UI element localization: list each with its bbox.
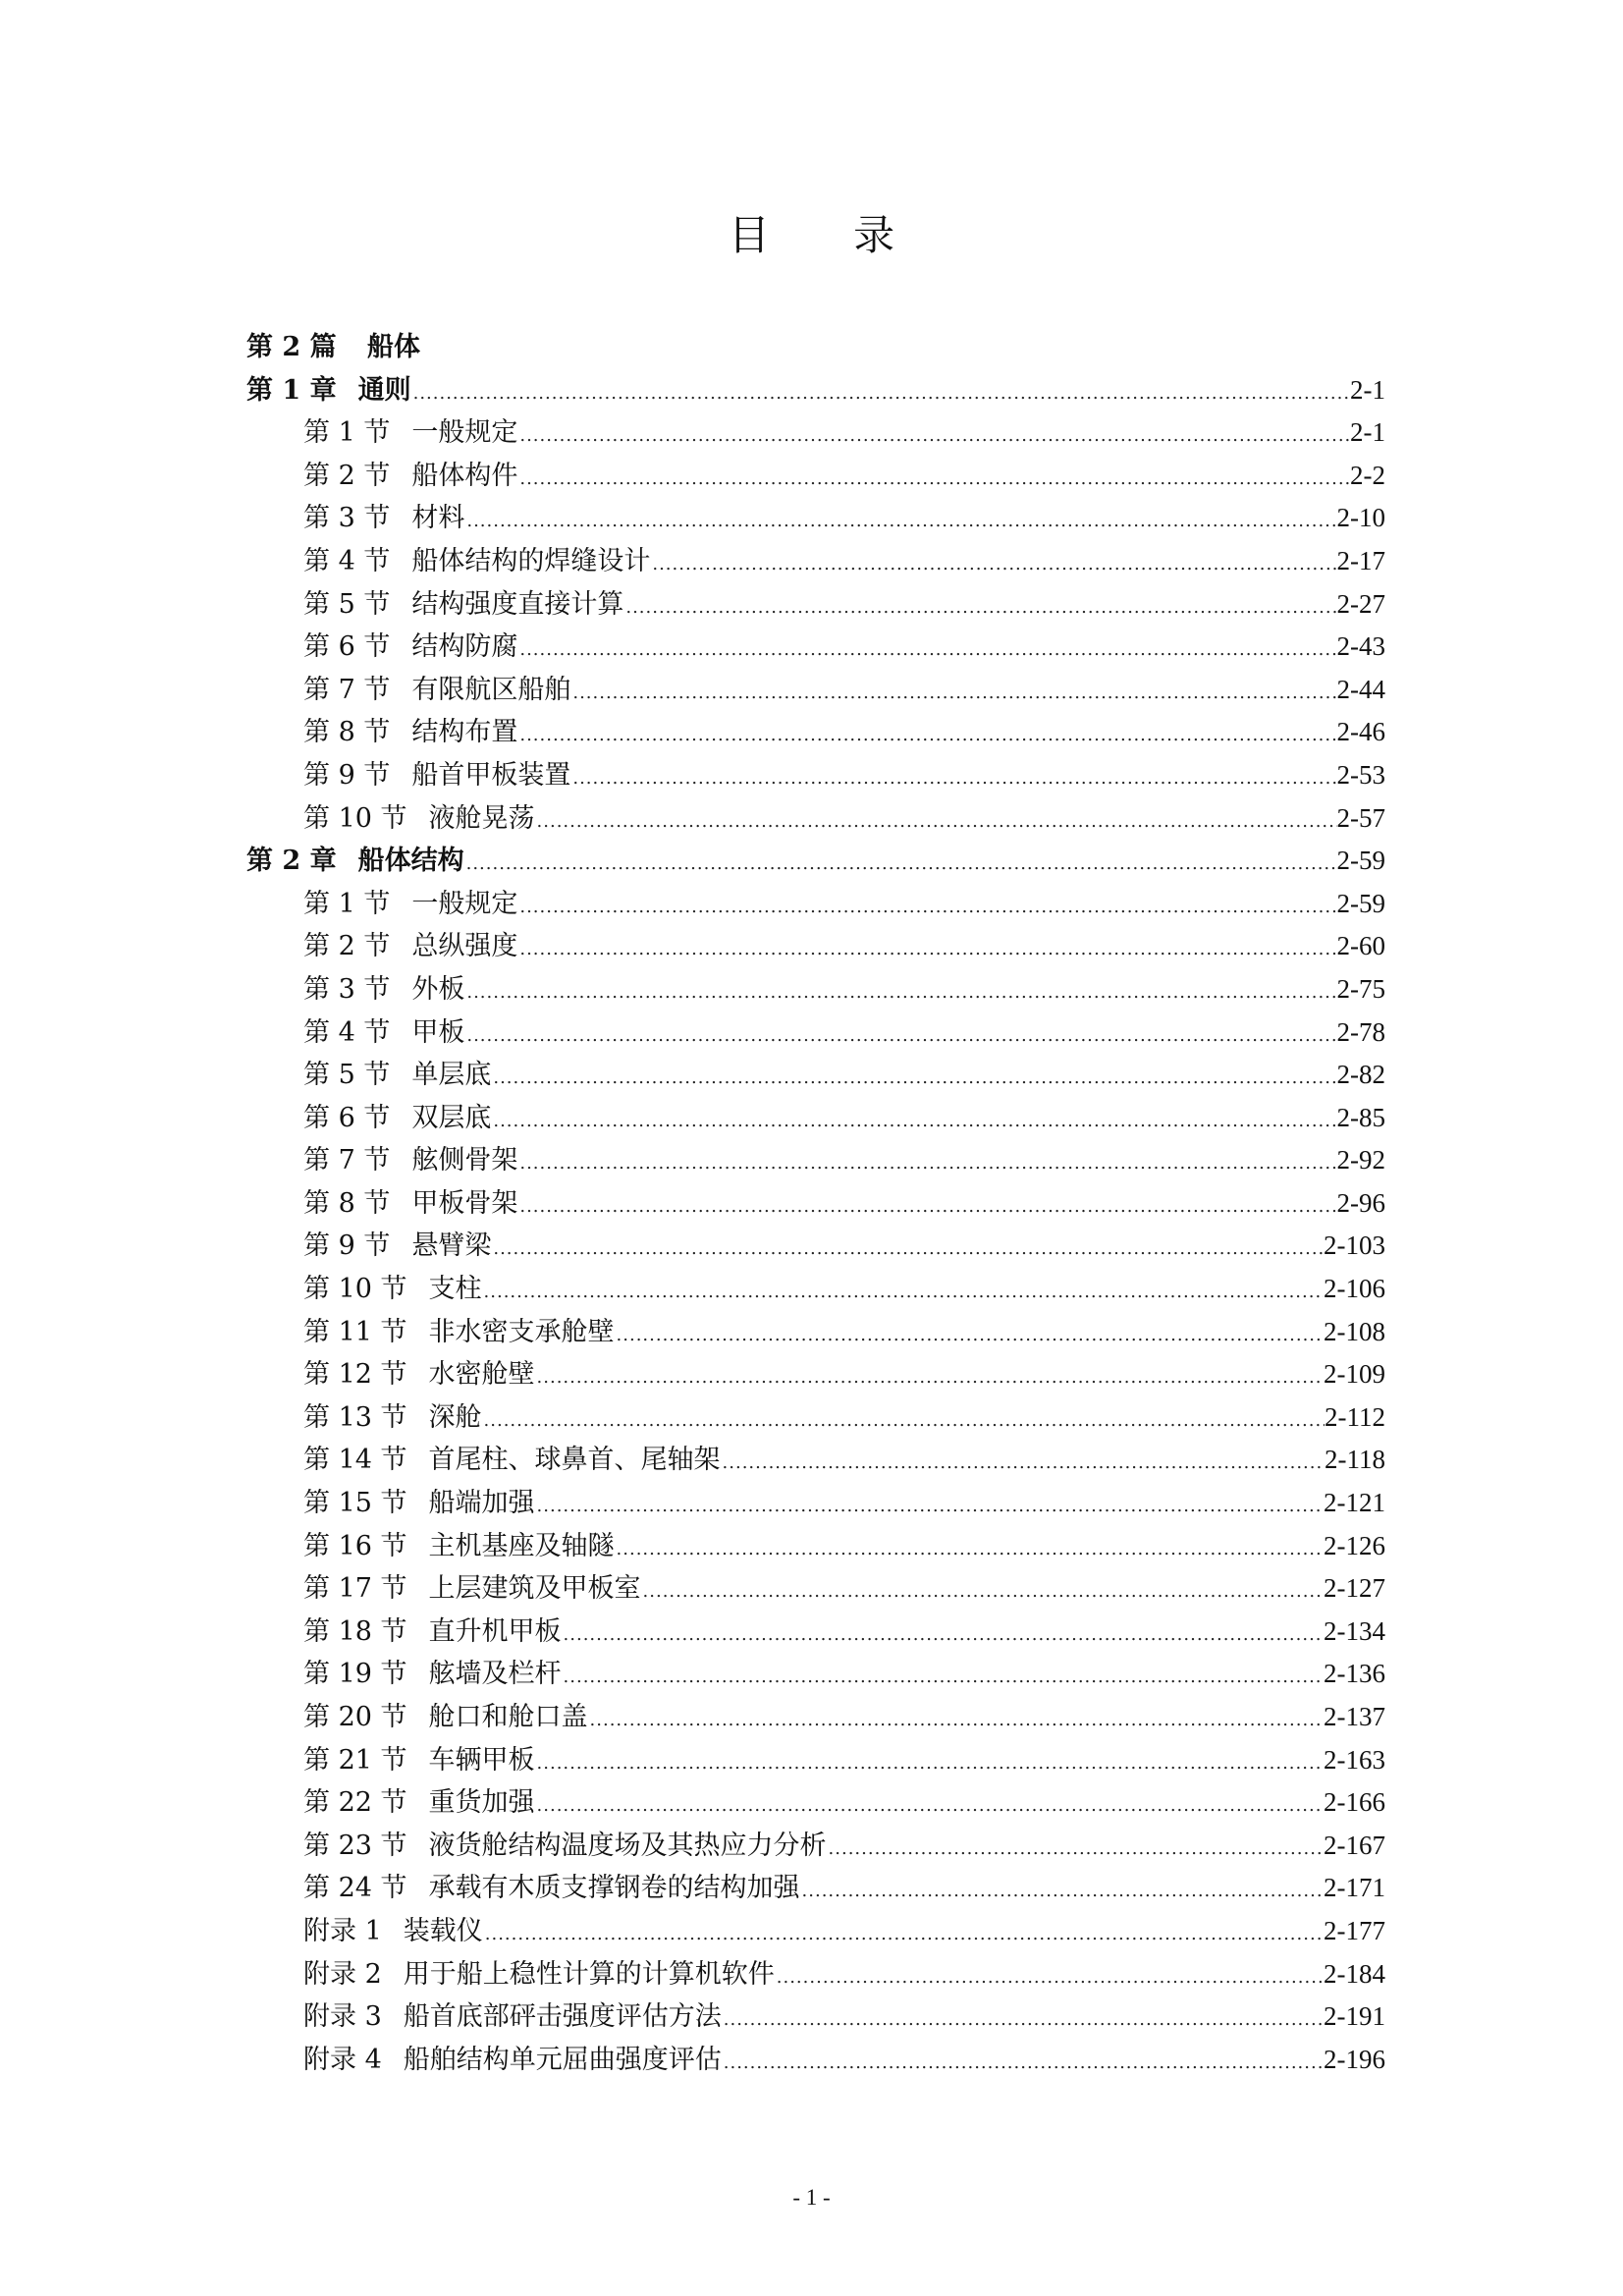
toc-leader-dots bbox=[482, 1271, 1324, 1311]
toc-entry-page: 2-75 bbox=[1336, 973, 1385, 1004]
page-number: - 1 - bbox=[792, 2185, 831, 2210]
toc-section-row[interactable] bbox=[246, 669, 1385, 712]
toc-entry-number: 第 22 节 bbox=[303, 1787, 407, 1819]
toc-entry-title: 悬臂梁 bbox=[411, 1230, 492, 1262]
toc-entry-number: 第 1 节 bbox=[303, 417, 391, 449]
toc-entry-title: 船体构件 bbox=[411, 460, 518, 491]
toc-leader-dots bbox=[517, 458, 1350, 498]
toc-entry-page: 2-59 bbox=[1336, 888, 1385, 918]
toc-entry-title: 船舶结构单元屈曲强度评估 bbox=[403, 2044, 722, 2075]
toc-leader-dots bbox=[650, 543, 1336, 583]
toc-entries bbox=[246, 369, 1385, 2082]
toc-leader-dots bbox=[517, 928, 1336, 968]
toc-entry-title: 通则 bbox=[357, 374, 411, 406]
toc-section-row[interactable] bbox=[246, 411, 1385, 455]
toc-entry-title: 主机基座及轴隧 bbox=[428, 1530, 615, 1561]
toc-section-row[interactable] bbox=[246, 1011, 1385, 1055]
toc-leader-dots bbox=[464, 843, 1337, 883]
toc-entry-number: 第 9 节 bbox=[303, 1230, 391, 1262]
toc-entry-page: 2-60 bbox=[1336, 931, 1385, 961]
toc-leader-dots bbox=[482, 1399, 1325, 1440]
toc-entry-page: 2-163 bbox=[1324, 1744, 1385, 1775]
toc-section-row[interactable] bbox=[246, 2039, 1385, 2082]
toc-leader-dots bbox=[535, 1356, 1324, 1396]
toc-section-row[interactable] bbox=[246, 1097, 1385, 1140]
toc-leader-dots bbox=[517, 1185, 1336, 1226]
toc-entry-title: 直升机甲板 bbox=[428, 1615, 562, 1647]
toc-entry-number: 第 15 节 bbox=[303, 1488, 407, 1519]
toc-entry-number: 第 2 节 bbox=[303, 460, 391, 491]
toc-entry-title: 双层底 bbox=[411, 1102, 492, 1133]
toc-entry-title: 外板 bbox=[411, 973, 465, 1005]
toc-entry-page: 2-53 bbox=[1336, 759, 1385, 790]
toc-entry-page: 2-59 bbox=[1336, 846, 1385, 876]
toc-leader-dots bbox=[562, 1613, 1324, 1654]
toc-leader-dots bbox=[570, 672, 1336, 712]
toc-section-row[interactable] bbox=[246, 1396, 1385, 1440]
toc-section-row[interactable] bbox=[246, 883, 1385, 926]
toc-leader-dots bbox=[535, 1784, 1324, 1825]
toc-entry-number: 第 8 节 bbox=[303, 1187, 391, 1219]
toc-entry-title: 舱口和舱口盖 bbox=[428, 1702, 588, 1732]
toc-leader-dots bbox=[775, 1956, 1324, 1996]
toc-entry-title: 液舱晃荡 bbox=[428, 802, 535, 834]
toc-entry-number: 第 21 节 bbox=[303, 1744, 407, 1776]
toc-entry-number: 第 24 节 bbox=[303, 1873, 407, 1904]
toc-entry-title: 船端加强 bbox=[428, 1488, 535, 1519]
toc-entry-page: 2-126 bbox=[1324, 1530, 1385, 1560]
toc-entry-title: 总纵强度 bbox=[411, 931, 518, 962]
toc-entry-title: 材料 bbox=[411, 503, 465, 534]
toc-section-row[interactable] bbox=[246, 1867, 1385, 1910]
toc-section-row[interactable] bbox=[246, 1139, 1385, 1182]
toc-entry-number: 第 3 节 bbox=[303, 973, 391, 1005]
toc-entry-number: 第 16 节 bbox=[303, 1530, 407, 1561]
toc-leader-dots bbox=[491, 1057, 1336, 1097]
toc-entry-title: 舷墙及栏杆 bbox=[428, 1659, 562, 1690]
toc-entry-number: 第 1 章 bbox=[246, 374, 337, 406]
toc-entry-title: 支柱 bbox=[428, 1274, 482, 1305]
toc-section-row[interactable] bbox=[246, 1781, 1385, 1825]
toc-entry-title: 用于船上稳性计算的计算机软件 bbox=[403, 1958, 775, 1990]
toc-entry-page: 2-127 bbox=[1324, 1573, 1385, 1604]
toc-section-row[interactable] bbox=[246, 626, 1385, 669]
toc-entry-title: 车辆甲板 bbox=[428, 1744, 535, 1776]
toc-entry-title: 船首甲板装置 bbox=[411, 759, 571, 791]
toc-entry-title: 一般规定 bbox=[411, 888, 518, 919]
toc-section-row[interactable] bbox=[246, 1910, 1385, 1953]
toc-entry-page: 2-171 bbox=[1324, 1873, 1385, 1903]
toc-leader-dots bbox=[491, 1100, 1336, 1140]
toc-entry-title: 水密舱壁 bbox=[428, 1359, 535, 1391]
toc-section-row[interactable] bbox=[246, 1825, 1385, 1868]
page-title: 目 录 bbox=[728, 211, 931, 259]
toc-chapter-row[interactable] bbox=[246, 369, 1385, 412]
toc-entry-page: 2-103 bbox=[1324, 1230, 1385, 1261]
toc-entry-title: 上层建筑及甲板室 bbox=[428, 1573, 641, 1605]
toc-entry-page: 2-121 bbox=[1324, 1488, 1385, 1518]
toc-entry-title: 首尾柱、球鼻首、尾轴架 bbox=[428, 1445, 721, 1476]
toc-section-row[interactable] bbox=[246, 583, 1385, 627]
toc-entry-page: 2-27 bbox=[1336, 588, 1385, 619]
toc-section-row[interactable] bbox=[246, 455, 1385, 498]
toc-section-row[interactable] bbox=[246, 1696, 1385, 1739]
toc-leader-dots bbox=[464, 971, 1336, 1011]
toc-section-row[interactable] bbox=[246, 1567, 1385, 1611]
toc-entry-title: 甲板骨架 bbox=[411, 1187, 518, 1219]
toc-section-row[interactable] bbox=[246, 1311, 1385, 1354]
toc-entry-title: 重货加强 bbox=[428, 1787, 535, 1819]
toc-entry-page: 2-137 bbox=[1324, 1702, 1385, 1731]
toc-entry-number: 第 14 节 bbox=[303, 1445, 407, 1476]
toc-entry-title: 船体结构的焊缝设计 bbox=[411, 545, 651, 576]
toc-section-row[interactable] bbox=[246, 1995, 1385, 2039]
toc-entry-number: 附录 2 bbox=[303, 1958, 382, 1990]
toc-section-row[interactable] bbox=[246, 1225, 1385, 1268]
toc-entry-page: 2-82 bbox=[1336, 1060, 1385, 1090]
toc-entry-page: 2-1 bbox=[1350, 374, 1385, 405]
toc-entry-page: 2-44 bbox=[1336, 674, 1385, 704]
toc-leader-dots bbox=[570, 757, 1336, 797]
toc-leader-dots bbox=[623, 586, 1336, 627]
toc-section-row[interactable] bbox=[246, 797, 1385, 841]
toc-entry-page: 2-136 bbox=[1324, 1659, 1385, 1689]
toc-entry-page: 2-1 bbox=[1350, 417, 1385, 448]
toc-entry-page: 2-167 bbox=[1324, 1830, 1385, 1860]
toc-entry-title: 结构防腐 bbox=[411, 631, 518, 663]
toc-leader-dots bbox=[491, 1228, 1324, 1268]
toc-entry-page: 2-85 bbox=[1336, 1102, 1385, 1132]
toc-entry-number: 第 5 节 bbox=[303, 1060, 391, 1091]
toc-leader-dots bbox=[722, 1998, 1324, 2039]
toc-entry-page: 2-96 bbox=[1336, 1187, 1385, 1218]
toc-entry-number: 第 5 节 bbox=[303, 588, 391, 620]
toc-entry-title: 舷侧骨架 bbox=[411, 1145, 518, 1176]
toc-leader-dots bbox=[615, 1314, 1324, 1354]
toc-entry-number: 第 13 节 bbox=[303, 1401, 407, 1433]
toc-leader-dots bbox=[641, 1570, 1324, 1611]
toc-entry-number: 第 19 节 bbox=[303, 1659, 407, 1690]
toc-entry-page: 2-46 bbox=[1336, 717, 1385, 747]
toc-leader-dots bbox=[535, 800, 1337, 841]
toc-section-row[interactable] bbox=[246, 754, 1385, 797]
toc-leader-dots bbox=[588, 1699, 1324, 1739]
toc-leader-dots bbox=[562, 1656, 1324, 1696]
toc-entry-number: 第 9 节 bbox=[303, 759, 391, 791]
toc-entry-title: 承载有木质支撑钢卷的结构加强 bbox=[428, 1873, 800, 1904]
toc-entry-page: 2-109 bbox=[1324, 1359, 1385, 1390]
toc-entry-page: 2-166 bbox=[1324, 1787, 1385, 1818]
toc-section-row[interactable] bbox=[246, 1054, 1385, 1097]
toc-entry-number: 第 23 节 bbox=[303, 1830, 407, 1861]
part-heading bbox=[246, 326, 1385, 369]
toc-leader-dots bbox=[517, 1142, 1336, 1182]
toc-entry-number: 第 20 节 bbox=[303, 1702, 407, 1732]
toc-entry-title: 单层底 bbox=[411, 1060, 492, 1091]
toc-entry-number: 第 2 章 bbox=[246, 846, 337, 877]
toc-leader-dots bbox=[721, 1442, 1325, 1482]
toc-entry-number: 第 2 节 bbox=[303, 931, 391, 962]
table-of-contents bbox=[246, 326, 1385, 2081]
toc-entry-title: 一般规定 bbox=[411, 417, 518, 449]
toc-section-row[interactable] bbox=[246, 925, 1385, 968]
toc-leader-dots bbox=[827, 1828, 1324, 1868]
toc-entry-page: 2-57 bbox=[1336, 802, 1385, 833]
toc-entry-number: 第 1 节 bbox=[303, 888, 391, 919]
toc-entry-page: 2-177 bbox=[1324, 1915, 1385, 1945]
part-number: 第 2 篇 bbox=[246, 332, 337, 362]
toc-entry-title: 结构布置 bbox=[411, 717, 518, 748]
toc-entry-title: 甲板 bbox=[411, 1016, 465, 1048]
toc-entry-number: 第 12 节 bbox=[303, 1359, 407, 1391]
toc-leader-dots bbox=[517, 714, 1336, 754]
toc-section-row[interactable] bbox=[246, 968, 1385, 1011]
toc-entry-page: 2-43 bbox=[1336, 631, 1385, 662]
toc-entry-title: 非水密支承舱壁 bbox=[428, 1316, 615, 1347]
toc-section-row[interactable] bbox=[246, 1953, 1385, 1996]
toc-entry-number: 附录 4 bbox=[303, 2044, 382, 2075]
toc-section-row[interactable] bbox=[246, 1439, 1385, 1482]
toc-leader-dots bbox=[517, 414, 1350, 455]
toc-section-row[interactable] bbox=[246, 1525, 1385, 1568]
toc-entry-page: 2-134 bbox=[1324, 1615, 1385, 1646]
toc-entry-number: 第 11 节 bbox=[303, 1316, 407, 1347]
toc-chapter-row[interactable] bbox=[246, 840, 1385, 883]
toc-section-row[interactable] bbox=[246, 1182, 1385, 1226]
toc-entry-number: 第 10 节 bbox=[303, 802, 407, 834]
toc-entry-page: 2-2 bbox=[1350, 460, 1385, 490]
toc-entry-page: 2-196 bbox=[1324, 2044, 1385, 2074]
toc-leader-dots bbox=[517, 629, 1336, 669]
toc-section-row[interactable] bbox=[246, 1611, 1385, 1654]
toc-section-row[interactable] bbox=[246, 1653, 1385, 1696]
toc-leader-dots bbox=[517, 886, 1336, 926]
toc-entry-title: 船首底部砰击强度评估方法 bbox=[403, 2001, 722, 2033]
toc-entry-title: 深舱 bbox=[428, 1401, 482, 1433]
toc-entry-page: 2-184 bbox=[1324, 1958, 1385, 1989]
toc-section-row[interactable] bbox=[246, 540, 1385, 583]
toc-entry-number: 第 7 节 bbox=[303, 674, 391, 705]
toc-leader-dots bbox=[615, 1528, 1324, 1568]
toc-leader-dots bbox=[483, 1913, 1324, 1953]
toc-entry-title: 装载仪 bbox=[403, 1915, 483, 1946]
part-title: 船体 bbox=[367, 332, 420, 362]
toc-leader-dots bbox=[722, 2042, 1324, 2082]
toc-entry-number: 第 10 节 bbox=[303, 1274, 407, 1305]
toc-entry-page: 2-78 bbox=[1336, 1016, 1385, 1047]
toc-leader-dots bbox=[464, 500, 1336, 540]
toc-entry-page: 2-17 bbox=[1336, 545, 1385, 575]
toc-leader-dots bbox=[464, 1014, 1336, 1055]
toc-entry-page: 2-92 bbox=[1336, 1145, 1385, 1175]
toc-entry-page: 2-191 bbox=[1324, 2001, 1385, 2032]
toc-section-row[interactable] bbox=[246, 1482, 1385, 1525]
toc-entry-number: 附录 1 bbox=[303, 1915, 382, 1946]
toc-entry-page: 2-112 bbox=[1325, 1401, 1385, 1432]
toc-leader-dots bbox=[535, 1485, 1324, 1525]
toc-leader-dots bbox=[800, 1870, 1324, 1910]
toc-section-row[interactable] bbox=[246, 1739, 1385, 1782]
toc-entry-title: 液货舱结构温度场及其热应力分析 bbox=[428, 1830, 827, 1861]
toc-entry-title: 结构强度直接计算 bbox=[411, 588, 624, 620]
toc-entry-title: 有限航区船舶 bbox=[411, 674, 571, 705]
toc-entry-number: 附录 3 bbox=[303, 2001, 382, 2033]
toc-section-row[interactable] bbox=[246, 497, 1385, 540]
toc-entry-number: 第 18 节 bbox=[303, 1615, 407, 1647]
toc-section-row[interactable] bbox=[246, 1268, 1385, 1311]
toc-entry-page: 2-118 bbox=[1325, 1445, 1385, 1475]
toc-entry-number: 第 6 节 bbox=[303, 1102, 391, 1133]
toc-entry-page: 2-10 bbox=[1336, 503, 1385, 533]
toc-entry-page: 2-108 bbox=[1324, 1316, 1385, 1346]
toc-entry-number: 第 17 节 bbox=[303, 1573, 407, 1605]
toc-entry-number: 第 7 节 bbox=[303, 1145, 391, 1176]
toc-leader-dots bbox=[535, 1742, 1324, 1782]
toc-entry-page: 2-106 bbox=[1324, 1274, 1385, 1304]
toc-entry-number: 第 8 节 bbox=[303, 717, 391, 748]
toc-section-row[interactable] bbox=[246, 1353, 1385, 1396]
toc-section-row[interactable] bbox=[246, 711, 1385, 754]
toc-leader-dots bbox=[411, 372, 1350, 412]
toc-entry-number: 第 3 节 bbox=[303, 503, 391, 534]
toc-entry-number: 第 6 节 bbox=[303, 631, 391, 663]
toc-entry-number: 第 4 节 bbox=[303, 1016, 391, 1048]
toc-entry-number: 第 4 节 bbox=[303, 545, 391, 576]
toc-entry-title: 船体结构 bbox=[357, 846, 464, 877]
